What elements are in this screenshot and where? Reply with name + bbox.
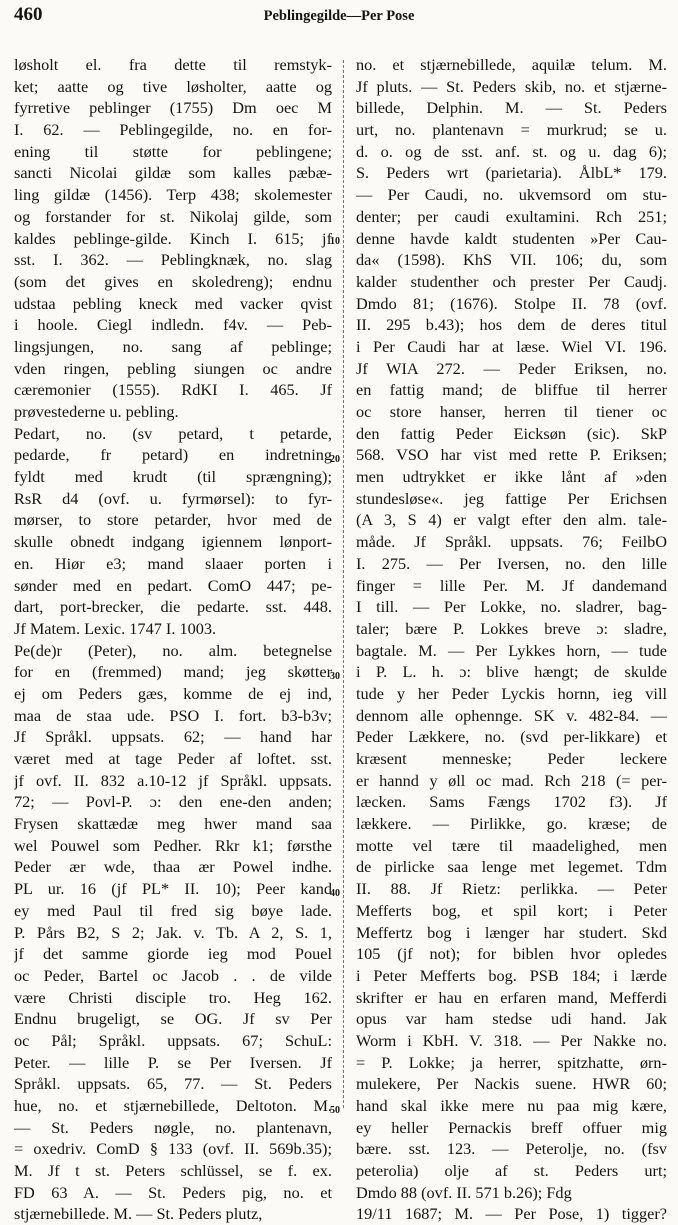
text-line: lækkere. — Pirlikke, go. kræse; de: [356, 814, 667, 834]
text-line: peterolia) olje af st. Peders urt;: [356, 1161, 667, 1181]
text-line: denter; per caudi exultamini. Rch 251;: [356, 206, 667, 226]
text-line: ket; aatte og tive løsholter, aatte og: [14, 76, 332, 96]
text-line: da« (1598). KhS VII. 106; du, som: [356, 250, 667, 270]
text-line: = P. Lokke; ja herrer, spitzhatte, ørn-: [356, 1052, 667, 1072]
text-line: dennom alle ophennge. SK v. 482-84. —: [356, 705, 667, 725]
text-line: oc Pål; Språkl. uppsats. 67; SchuL:: [14, 1030, 332, 1050]
text-line: ey heller Pernackis breff offuer mig: [356, 1117, 667, 1137]
text-line: ening til støtte for peblingene;: [14, 141, 332, 161]
text-line: (A 3, S 4) er valgt efter den alm. tale-: [356, 510, 667, 530]
text-line: Pe(de)r (Peter), no. alm. betegnelse: [14, 640, 332, 660]
text-line: = oxedriv. ComD § 133 (ovf. II. 569b.35);: [14, 1139, 332, 1159]
text-line: fyrretive peblinger (1755) Dm oec M: [14, 98, 332, 118]
text-line: bære. sst. 123. — Peterolje, no. (fsv: [356, 1139, 667, 1159]
text-line: den fattig Peder Eicksøn (sic). SkP: [356, 423, 667, 443]
line-marker-40: 40: [330, 888, 340, 899]
text-line: skrifter er hau en erfaren mand, Mefferdi: [356, 987, 667, 1007]
text-line: er hannd y øll oc mad. Rch 218 (= per-: [356, 770, 667, 790]
text-line: P. Pårs B2, S 2; Jak. v. Tb. A 2, S. 1,: [14, 922, 332, 942]
text-line: været med at tage Peder af loftet. sst.: [14, 749, 332, 768]
text-line: urt, no. plantenavn = murkrud; se u.: [356, 120, 667, 140]
text-line: — Per Caudi, no. ukvemsord om stu-: [356, 185, 667, 205]
text-line: Mefferts bog, et spil kort; i Peter: [356, 900, 667, 920]
text-line: vden ringen, pebling siungen oc andre: [14, 358, 332, 378]
text-line: cæremonier (1555). RdKI I. 465. Jf: [14, 380, 332, 400]
left-column: [14, 54, 332, 1225]
text-line: for en (fremmed) mand; jeg skøtter: [14, 662, 332, 682]
column-divider: [343, 60, 344, 1108]
text-line: S. Peders wrt (parietaria). ÅlbL* 179.: [356, 163, 667, 183]
text-line: Jf pluts. — St. Peders skib, no. et stjærne-: [356, 76, 667, 96]
text-line: udstaa pebling kneck med vacker qvist: [14, 293, 332, 313]
text-line: 72; — Povl-P. ɔ: den ene-den anden;: [14, 792, 332, 812]
line-marker-50: 50: [330, 1105, 340, 1116]
text-line: Peder ær wde, thaa ær Powel indhe.: [14, 857, 332, 877]
text-line: måde. Jf Språkl. uppsats. 76; FeilbO: [356, 532, 667, 552]
right-column: [356, 54, 667, 1225]
text-line: (som det gives en skoledreng); endnu: [14, 271, 332, 291]
text-line: en fattig mand; de bliffue til herrer: [356, 380, 667, 400]
text-line: finger = lille Per. M. Jf dandemand: [356, 575, 667, 595]
text-line: mulekere, Per Nackis suene. HWR 60;: [356, 1074, 667, 1094]
text-line: stjærnebillede. M. — St. Peders plutz,: [14, 1204, 263, 1224]
text-line: — St. Peders nøgle, no. plantenavn,: [14, 1117, 332, 1137]
text-line: sancti Nicolai gildæ som kalles pæbæ-: [14, 163, 332, 183]
text-line: RsR d4 (ovf. u. fyrmørsel): to fyr-: [14, 488, 332, 508]
text-line: maa de staa ude. PSO I. fort. b3-b3v;: [14, 705, 332, 725]
text-line: billede, Delphin. M. — St. Peders: [356, 98, 667, 118]
text-line: no. et stjærnebillede, aquilæ telum. M.: [356, 55, 667, 74]
line-marker-30: 30: [330, 671, 340, 682]
text-line: II. 295 b.43); hos dem de deres titul: [356, 315, 667, 335]
text-line: Meffertz bog i længer har studert. Skd: [356, 922, 667, 942]
text-line: d. o. og de sst. anf. st. og u. dag 6);: [356, 141, 667, 161]
text-line: Språkl. uppsats. 65, 77. — St. Peders: [14, 1074, 332, 1094]
line-marker-10: 10: [330, 236, 340, 247]
text-line: Frysen skattædæ meg hwer mand saa: [14, 814, 332, 834]
text-line: prøvestederne u. pebling.: [14, 402, 179, 421]
text-line: stundesløse«. jeg fattige Per Erichsen: [356, 488, 667, 508]
text-line: i Per Caudi har at læse. Wiel VI. 196.: [356, 336, 667, 356]
text-line: pedarde, fr petard) en indretning: [14, 445, 332, 465]
running-title: Peblingegilde—Per Pose: [263, 8, 415, 24]
text-line: FD 63 A. — St. Peders pig, no. et: [14, 1182, 332, 1202]
text-line: Endnu brugeligt, se OG. Jf sv Per: [14, 1009, 332, 1029]
text-line: sst. I. 362. — Peblingknæk, no. slag: [14, 250, 332, 270]
text-line: hand skal ikke mere nu paa mig kære,: [356, 1096, 667, 1115]
text-line: M. Jf t st. Peters schlüssel, se f. ex.: [14, 1161, 332, 1181]
text-line: Pedart, no. (sv petard, t petarde,: [14, 423, 332, 443]
text-line: løsholt el. fra dette til remstyk-: [14, 55, 332, 74]
text-line: motte vel tære til maadelighed, men: [356, 835, 667, 855]
text-line: en. Hiør e3; mand slaaer porten i: [14, 553, 332, 573]
text-line: PL ur. 16 (jf PL* II. 10); Peer kand: [14, 879, 332, 899]
text-line: fyldt med krudt (til sprængning);: [14, 467, 332, 487]
page-number: 460: [14, 4, 43, 25]
text-line: 19/11 1687; M. — Per Pose, 1) tigger?: [356, 1204, 667, 1224]
page-header: [14, 4, 664, 30]
text-line: bagtale. M. — Per Lykkes horn, — tude: [356, 640, 667, 660]
text-line: og forstander for st. Nikolaj gilde, som: [14, 206, 332, 226]
text-line: oc Peder, Bartel oc Jacob . . de vilde: [14, 965, 332, 985]
text-line: i hoole. Ciegl indledn. f4v. — Peb-: [14, 315, 332, 335]
text-line: jf ovf. II. 832 a.10-12 jf Språkl. uppsats.: [14, 770, 332, 790]
text-line: oc store hanser, herren til tiener oc: [356, 402, 667, 421]
text-line: tude y her Peder Lyckis hornn, ieg vill: [356, 683, 667, 703]
text-line: hue, no. et stjærnebillede, Deltoton. M.: [14, 1096, 332, 1115]
text-line: 105 (jf not); for biblen hvor opledes: [356, 944, 667, 964]
text-line: 568. VSO har vist med rette P. Eriksen;: [356, 445, 667, 465]
text-line: være Christi disciple tro. Heg 162.: [14, 987, 332, 1007]
text-line: kræsent menneske; Peder leckere: [356, 749, 667, 768]
text-line: mørser, to store petarder, hvor med de: [14, 510, 332, 530]
text-line: ey med Paul til fred sig bøye lade.: [14, 900, 332, 920]
text-line: men udtrykket er ikke lånt af »den: [356, 467, 667, 487]
text-line: i P. L. h. ɔ: blive hængt; de skulde: [356, 662, 667, 682]
text-line: opus var ham stedse udi hand. Jak: [356, 1009, 667, 1029]
text-line: I. 275. — Per Iversen, no. den lille: [356, 553, 667, 573]
text-line: Jf Matem. Lexic. 1747 I. 1003.: [14, 618, 217, 638]
text-line: Worm i KbH. V. 318. — Per Nakke no.: [356, 1030, 667, 1050]
text-line: i Peter Mefferts bog. PSB 184; i lærde: [356, 965, 667, 985]
text-line: lingsjungen, no. sang af peblinge;: [14, 336, 332, 356]
text-line: skulle obnedt indgang igiennem lønport-: [14, 532, 332, 552]
text-line: læcken. Sams Fængs 1702 f3). Jf: [356, 792, 667, 812]
text-line: kaldes peblinge-gilde. Kinch I. 615; jf: [14, 228, 332, 248]
text-line: kalder studenther och prester Per Caudj.: [356, 271, 667, 291]
text-line: dart, port-brecker, die pedarte. sst. 448.: [14, 597, 332, 617]
text-line: denne havde kaldt studenten »Per Cau-: [356, 228, 667, 248]
text-line: Peter. — lille P. se Per Iversen. Jf: [14, 1052, 332, 1072]
text-line: II. 88. Jf Rietz: perlikka. — Peter: [356, 879, 667, 899]
text-line: Dmdo 88 (ovf. II. 571 b.26); Fdg: [356, 1182, 572, 1202]
line-marker-20: 20: [330, 454, 340, 465]
text-line: Dmdo 81; (1676). Stolpe II. 78 (ovf.: [356, 293, 667, 313]
text-line: sønder med en pedart. ComO 447; pe-: [14, 575, 332, 595]
text-line: wel Pouwel som Pedher. Rkr k1; førsthe: [14, 835, 332, 855]
text-line: taler; bære P. Lokkes breve ɔ: sladre,: [356, 618, 667, 638]
text-line: I. 62. — Peblingegilde, no. en for-: [14, 120, 332, 140]
text-line: Jf WIA 272. — Peder Eriksen, no.: [356, 358, 667, 378]
text-line: ling gildæ (1456). Terp 438; skolemester: [14, 185, 332, 205]
text-line: I till. — Per Lokke, no. sladrer, bag-: [356, 597, 667, 617]
text-line: Peder Lækkere, no. (svd per-likkare) et: [356, 727, 667, 747]
text-line: de pirlicke saa lenge met legemet. Tdm: [356, 857, 667, 877]
text-line: Jf Språkl. uppsats. 62; — hand har: [14, 727, 332, 747]
text-line: ej om Peders gæs, komme de ej ind,: [14, 683, 332, 703]
text-line: jf det samme giorde ieg mod Pouel: [14, 944, 332, 964]
